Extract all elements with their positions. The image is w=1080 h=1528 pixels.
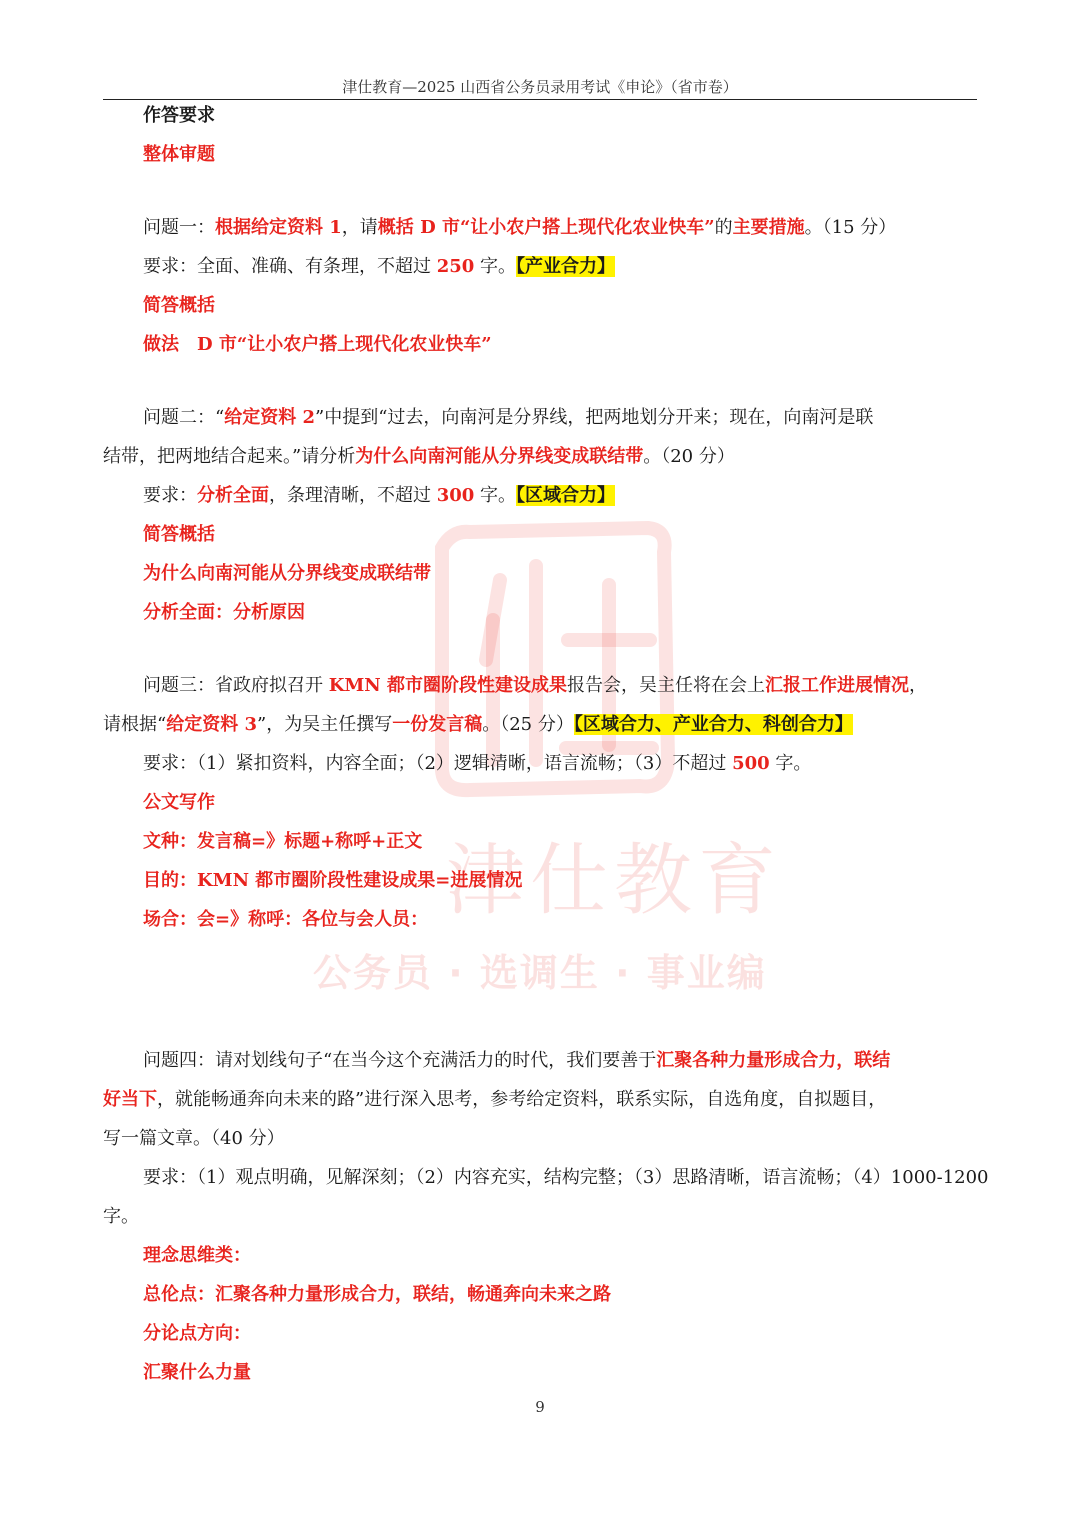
q4-text-2: ，就能畅通奔向未来的路”进行深入思考，参考给定资料，联系实际，自选角度，自拟题目， [157,1089,887,1110]
question-4-prompt-line-2 [103,1087,886,1113]
q2-text-2: 结带，把两地结合起来。”请分析 [103,446,356,467]
q3-text-3: ”，为吴主任撰写 [257,714,393,735]
q3-label: 问题三：省政府拟召开 [143,675,329,696]
q1-topic: D 市“让小农户搭上现代化农业快车” [413,217,715,238]
header-divider [103,99,977,100]
q2-word-limit: 300 [436,485,475,506]
q1-verb: 概括 [377,217,414,238]
q3-target: 汇报工作进展情况 [765,675,910,696]
q1-req-text: 要求：全面、准确、有条理，不超过 [143,256,437,277]
q3-word-limit: 500 [732,753,770,774]
q4-note-1: 理念思维类： [143,1245,251,1266]
q3-source: 给定资料 3 [166,714,257,735]
question-1-prompt [143,215,896,241]
question-4-requirements-line-2: 字。 [103,1206,139,1227]
q3-text: 报告会，吴主任将在会上 [567,675,766,696]
q2-note-2: 为什么向南河能从分界线变成联结带 [143,563,431,584]
question-3-requirements [143,751,811,777]
q2-note-1: 简答概括 [143,524,215,545]
q2-text: ”中提到“过去，向南河是分界线，把两地划分开来；现在，向南河是联 [315,407,874,428]
question-4-prompt-line-3: 写一篇文章。（40 分） [103,1128,285,1149]
q1-label: 问题一： [143,217,215,238]
q4-note-4: 汇聚什么力量 [143,1362,251,1383]
question-2-prompt-line-1 [143,405,873,431]
q3-note-2: 文种：发言稿=》标题+称呼+正文 [143,831,423,852]
question-3-prompt-line-2 [103,712,853,738]
overall-review-heading: 整体审题 [143,144,215,165]
q4-note-2: 总伦点：汇聚各种力量形成合力，联结，畅通奔向未来之路 [143,1284,611,1305]
q2-req-label: 要求： [143,485,197,506]
q2-source: 给定资料 2 [224,407,315,428]
answer-requirements-heading: 作答要求 [143,105,215,126]
q2-tag-highlight: 【区域合力】 [516,485,616,506]
q1-text-2: 的 [714,217,733,238]
question-1-requirements [143,254,615,280]
watermark-brand-text: 津仕教育 [446,836,783,926]
q3-req-text: 要求：（1）紧扣资料，内容全面；（2）逻辑清晰，语言流畅；（3）不超过 [143,753,733,774]
question-2-requirements [143,483,615,509]
q4-key-phrase-2: 好当下 [103,1089,157,1110]
q3-score: 。（25 分） [482,714,574,735]
page-header-title: 津仕教育—2025 山西省公务员录用考试《申论》（省市卷） [342,78,738,96]
watermark-slogan-text: 公务员 · 选调生 · 事业编 [313,951,767,995]
q1-score: 。（15 分） [804,217,897,238]
q4-text: 问题四：请对划线句子“在当今这个充满活力的时代，我们要善于 [143,1050,657,1071]
q1-word-limit: 250 [436,256,475,277]
question-4-prompt-line-1 [143,1048,890,1074]
q1-req-unit: 字。 [474,256,517,277]
q2-score: 。（20 分） [643,446,735,467]
q1-note-1: 简答概括 [143,295,215,316]
q1-target: 主要措施 [732,217,805,238]
q3-genre: 一份发言稿 [392,714,483,735]
q3-text-2: 请根据“ [103,714,167,735]
q3-note-4: 场合：会=》称呼：各位与会人员： [143,909,429,930]
q2-target: 为什么向南河能从分界线变成联结带 [355,446,644,467]
q1-text: ，请 [341,217,378,238]
q2-label: 问题二：“ [143,407,225,428]
q2-req-text: ，条理清晰，不超过 [269,485,437,506]
q1-tag-highlight: 【产业合力】 [516,256,616,277]
q4-key-phrase: 汇聚各种力量形成合力，联结 [656,1050,891,1071]
q3-note-1: 公文写作 [143,792,215,813]
q3-tag-highlight: 【区域合力、产业合力、科创合力】 [573,714,853,735]
q2-req-key: 分析全面 [197,485,269,506]
q3-comma: ， [909,675,928,696]
page-number: 9 [535,1398,545,1416]
q3-topic: KMN 都市圈阶段性建设成果 [328,675,568,696]
q1-note-2: 做法 D 市“让小农户搭上现代化农业快车” [143,334,492,355]
q3-req-unit: 字。 [769,753,812,774]
q3-note-3: 目的：KMN 都市圈阶段性建设成果=进展情况 [143,870,523,891]
q4-note-3: 分论点方向： [143,1323,251,1344]
question-2-prompt-line-2 [103,444,735,470]
q1-source: 根据给定资料 1 [215,217,342,238]
question-4-requirements-line-1: 要求：（1）观点明确，见解深刻；（2）内容充实，结构完整；（3）思路清晰，语言流畅；（4）1000-1200 [143,1167,989,1188]
question-3-prompt-line-1 [143,673,927,699]
q2-note-3: 分析全面：分析原因 [143,602,305,623]
q2-req-unit: 字。 [474,485,517,506]
